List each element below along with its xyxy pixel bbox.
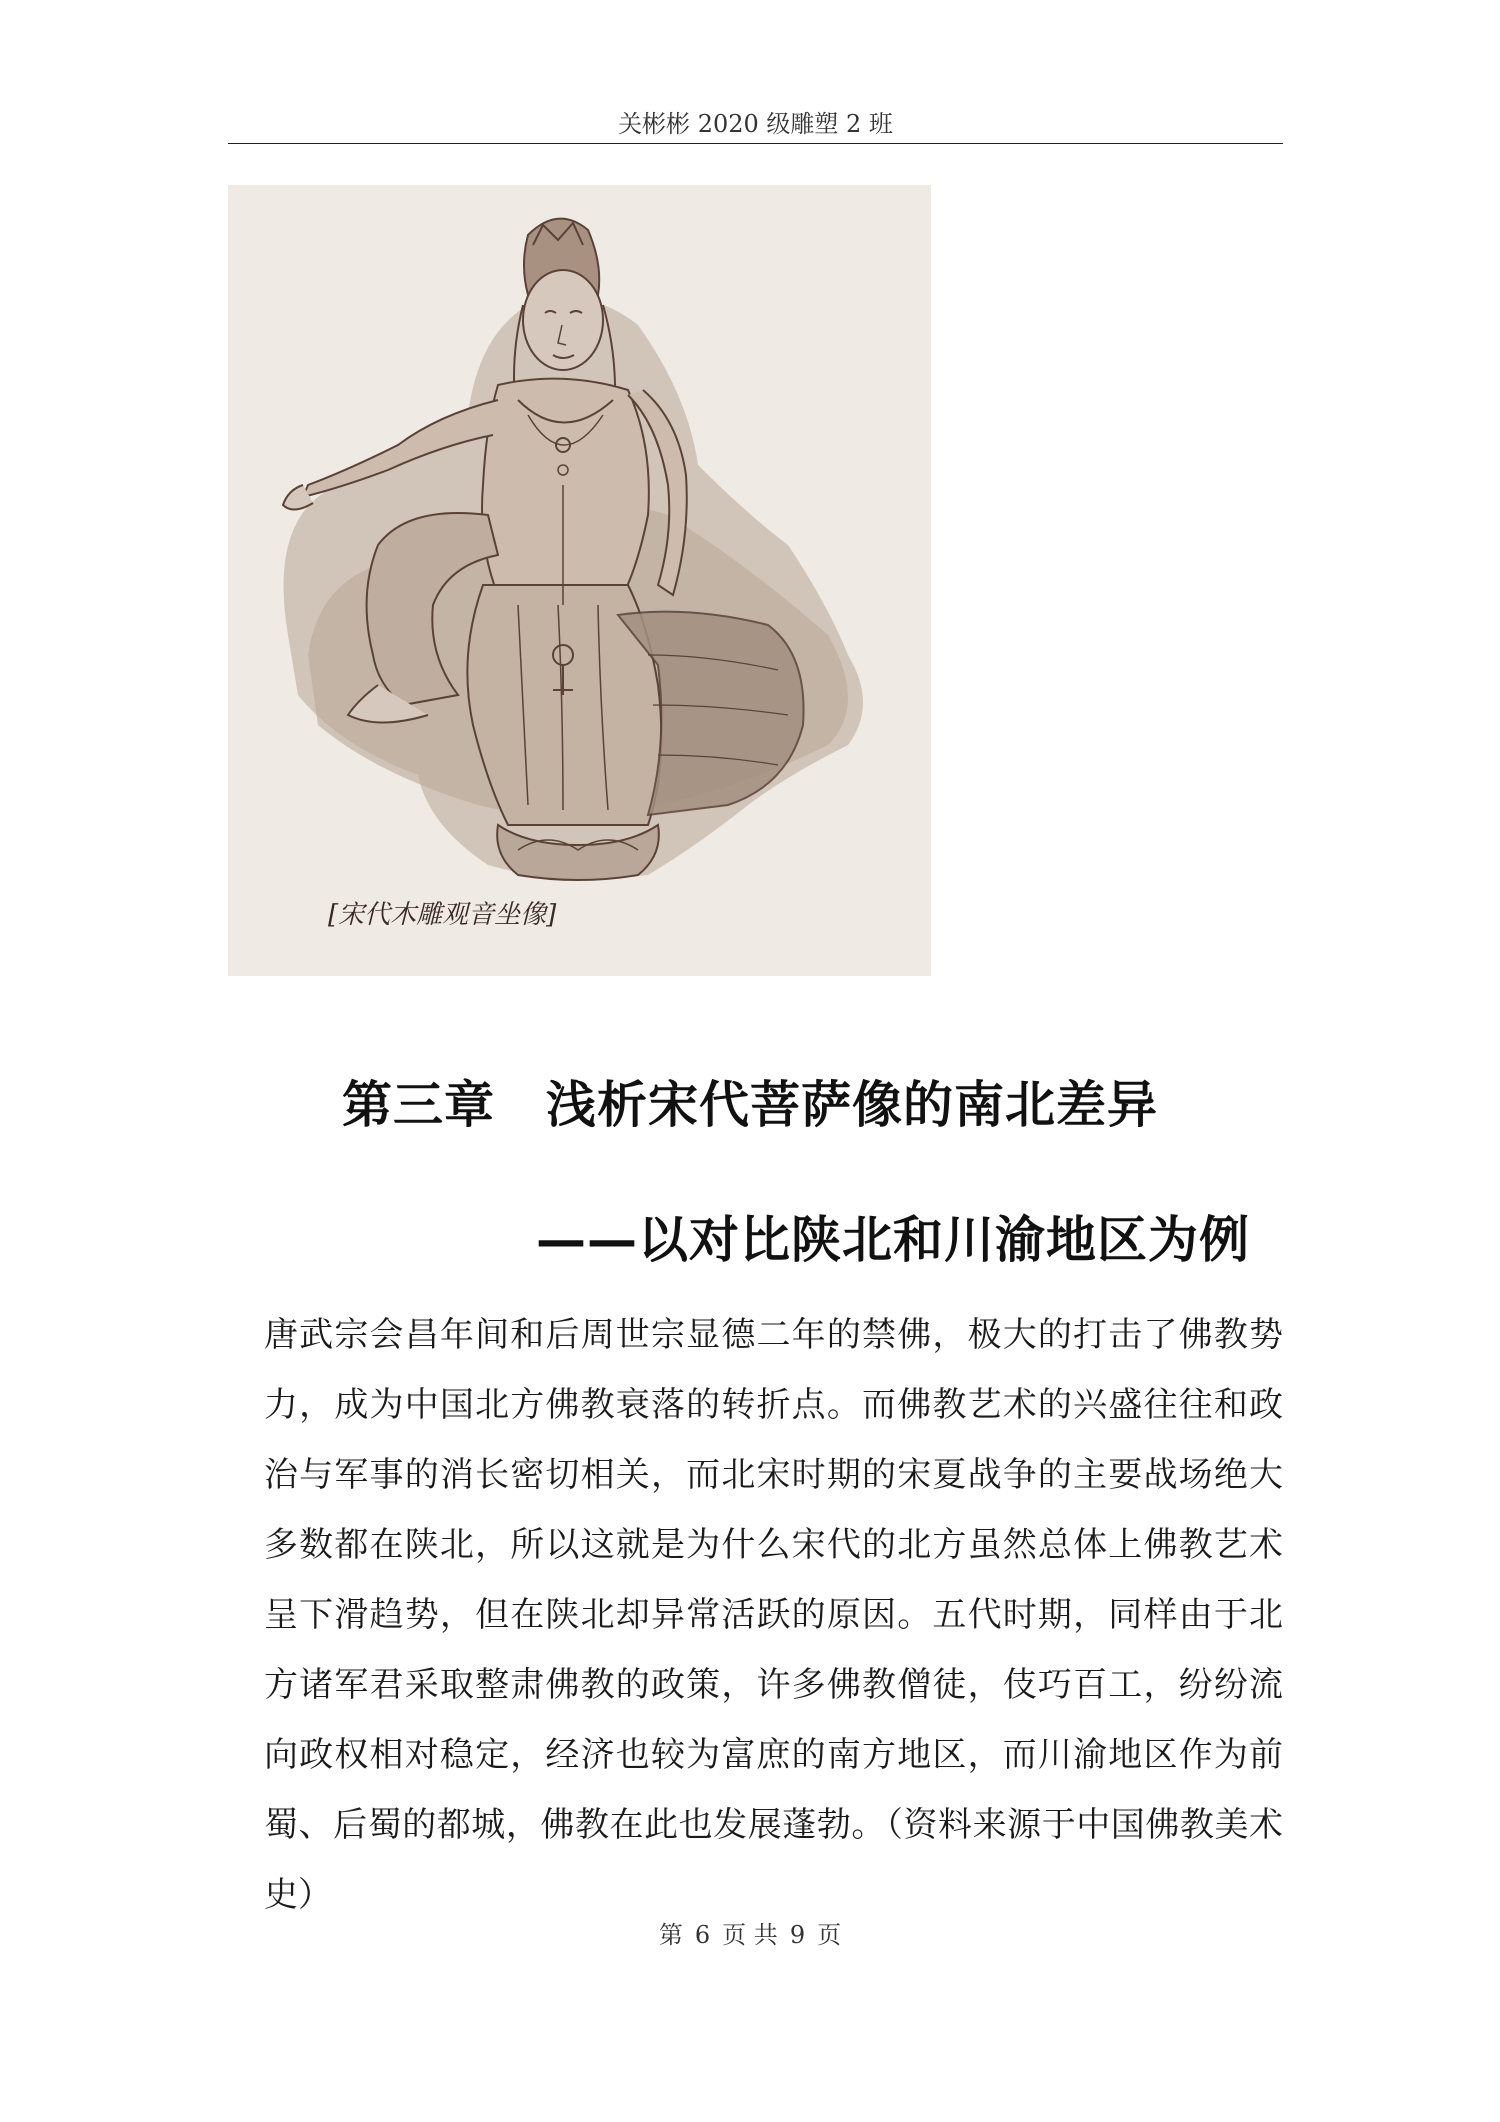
footer-suffix: 页	[817, 1921, 842, 1949]
paragraph-text: 唐武宗会昌年间和后周世宗显德二年的禁佛，极大的打击了佛教势力，成为中国北方佛教衰落的转折点。而佛教艺术的兴盛往往和政治与军事的消长密切相关，而北宋时期的宋夏战争的主要战场绝大多数都在陕北，所以这就是为什么宋代的北方虽然总体上佛教艺术呈下滑趋势，但在陕北却异常活跃的原因。五代时期，同样由于北方诸军君采取整肃佛教的政策，许多佛教僧徒，伎巧百工，纷纷流向政权相对稳定，经济也较为富庶的南方地区，而川渝地区作为前蜀、后蜀的都城，佛教在此也发展蓬勃。（资料来源于中国佛教美术史）	[264, 1315, 1283, 1915]
chapter-title: 第三章 浅析宋代菩萨像的南北差异	[342, 1076, 1158, 1134]
body-paragraph	[228, 1300, 1283, 1930]
header-divider	[228, 143, 1283, 144]
page-footer	[0, 1917, 1500, 1953]
footer-total-pages: 9	[789, 1921, 806, 1949]
footer-page-number: 6	[694, 1921, 711, 1949]
footer-middle: 页 共	[722, 1921, 778, 1949]
page-header: 关彬彬 2020 级雕塑 2 班	[618, 110, 893, 138]
sketch-caption: [宋代木雕观音坐像]	[328, 900, 557, 930]
guanyin-sketch-figure	[228, 185, 931, 976]
guanyin-sketch-illustration	[228, 185, 931, 976]
chapter-subtitle: ——以对比陕北和川渝地区为例	[536, 1211, 1250, 1269]
footer-prefix: 第	[658, 1921, 683, 1949]
